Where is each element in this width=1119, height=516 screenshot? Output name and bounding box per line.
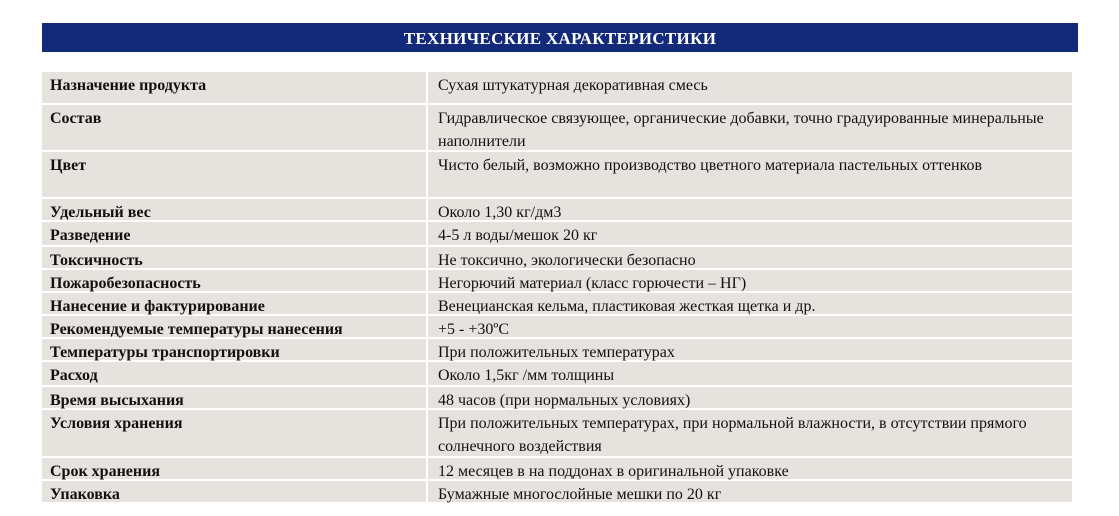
row-value: +5 - +30ºC: [438, 321, 510, 338]
row-value: Гидравлическое связующее, органические добавки, точно градуированные минеральные наполнители: [438, 110, 1044, 150]
row-label: Разведение: [42, 222, 428, 245]
table-row: [42, 410, 1072, 458]
row-value: Не токсично, экологически безопасно: [438, 252, 696, 269]
row-label: Расход: [42, 362, 428, 385]
table-row: [42, 270, 1072, 293]
table-row: [42, 222, 1072, 247]
table-row: [42, 481, 1072, 504]
row-label: Пожаробезопасность: [42, 270, 428, 291]
table-row: [42, 387, 1072, 410]
row-value: Около 1,5кг /мм толщины: [438, 367, 615, 384]
row-label: Рекомендуемые температуры нанесения: [42, 316, 428, 337]
row-value: Сухая штукатурная декоративная смесь: [438, 77, 708, 94]
table-row: [42, 458, 1072, 481]
table-row: [42, 339, 1072, 362]
row-label: Удельный вес: [42, 199, 428, 220]
row-label: Время высыхания: [42, 387, 428, 408]
table-row: [42, 72, 1072, 105]
specs-table: [42, 72, 1072, 504]
row-label: Нанесение и фактурирование: [42, 293, 428, 314]
row-value: При положительных температурах, при нормальной влажности, в отсутствии прямого солнечного воздействия: [438, 415, 1027, 455]
row-value: Венецианская кельма, пластиковая жесткая щетка и др.: [438, 298, 816, 315]
row-label: Назначение продукта: [42, 72, 428, 103]
table-row: [42, 362, 1072, 387]
table-row: [42, 105, 1072, 152]
table-title: ТЕХНИЧЕСКИЕ ХАРАКТЕРИСТИКИ: [42, 23, 1078, 52]
table-row: [42, 293, 1072, 316]
row-value: Негорючий материал (класс горючести – НГ): [438, 275, 747, 292]
row-label: Условия хранения: [42, 410, 428, 456]
row-label: Цвет: [42, 152, 428, 197]
row-label: Температуры транспортировки: [42, 339, 428, 360]
row-value: Бумажные многослойные мешки по 20 кг: [438, 486, 722, 503]
row-value: При положительных температурах: [438, 344, 675, 361]
row-value: 12 месяцев в на поддонах в оригинальной упаковке: [438, 463, 789, 480]
row-value: Чисто белый, возможно производство цветного материала пастельных оттенков: [438, 157, 983, 174]
row-value: Около 1,30 кг/дм3: [438, 204, 562, 221]
row-label: Состав: [42, 105, 428, 150]
row-label: Токсичность: [42, 247, 428, 268]
table-row: [42, 152, 1072, 199]
table-row: [42, 316, 1072, 339]
table-row: [42, 247, 1072, 270]
row-value: 48 часов (при нормальных условиях): [438, 392, 691, 409]
row-label: Упаковка: [42, 481, 428, 502]
table-row: [42, 199, 1072, 222]
row-label: Срок хранения: [42, 458, 428, 479]
row-value: 4-5 л воды/мешок 20 кг: [438, 227, 598, 244]
